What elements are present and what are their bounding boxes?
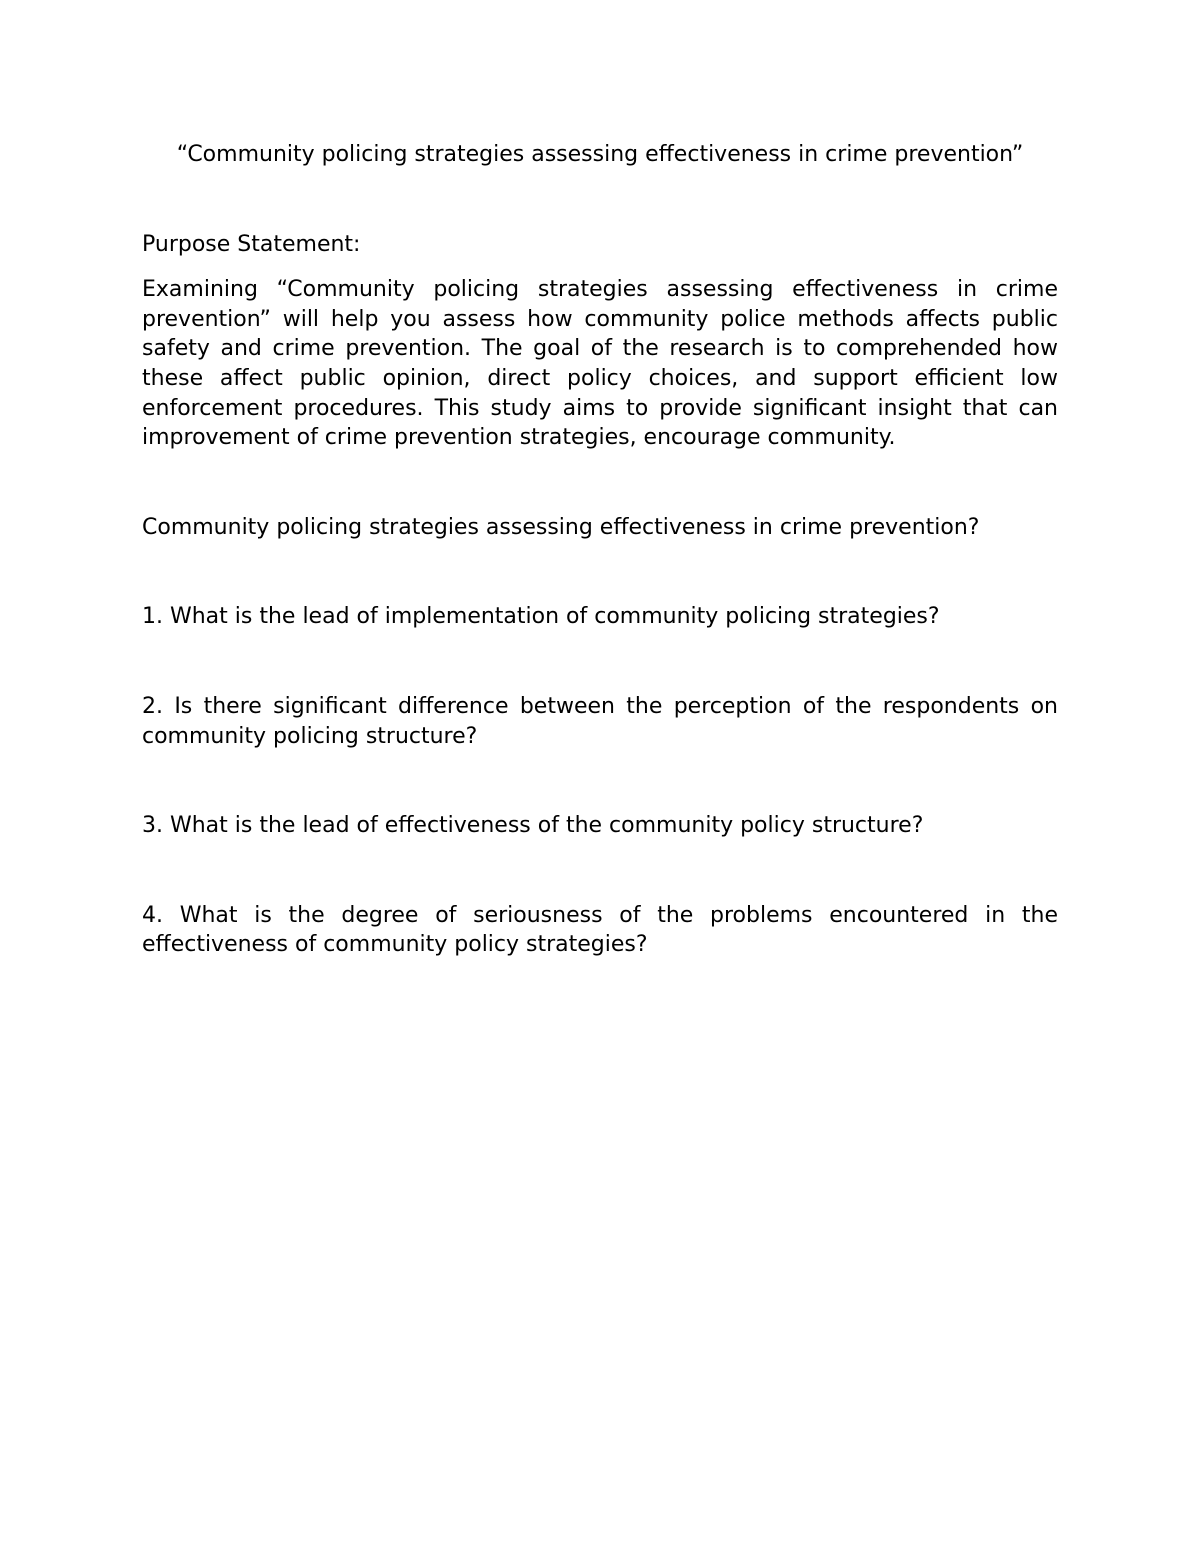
research-question-4: 4. What is the degree of seriousness of the problems encountered in the effectiveness of community policy strategies? [142, 902, 1058, 958]
research-question-3: 3. What is the lead of effectiveness of the community policy structure? [142, 813, 924, 839]
research-question-1: 1. What is the lead of implementation of community policing strategies? [142, 604, 940, 630]
document-body [142, 140, 1058, 960]
purpose-heading: Purpose Statement: [142, 231, 361, 257]
research-question-2: 2. Is there significant difference between the perception of the respondents on community policing structure? [142, 693, 1058, 749]
purpose-paragraph: Examining “Community policing strategies assessing effectiveness in crime prevention” will help you assess how community police methods affects public safety and crime prevention. The goal of the research is to comprehended how these affect public opinion, direct policy choices, and support efficient low enforcement procedures. This study aims to provide significant insight that can improvement of crime prevention strategies, encourage community. [142, 277, 1058, 451]
main-research-question: Community policing strategies assessing effectiveness in crime prevention? [142, 514, 980, 540]
document-title: “Community policing strategies assessing effectiveness in crime prevention” [176, 142, 1024, 167]
